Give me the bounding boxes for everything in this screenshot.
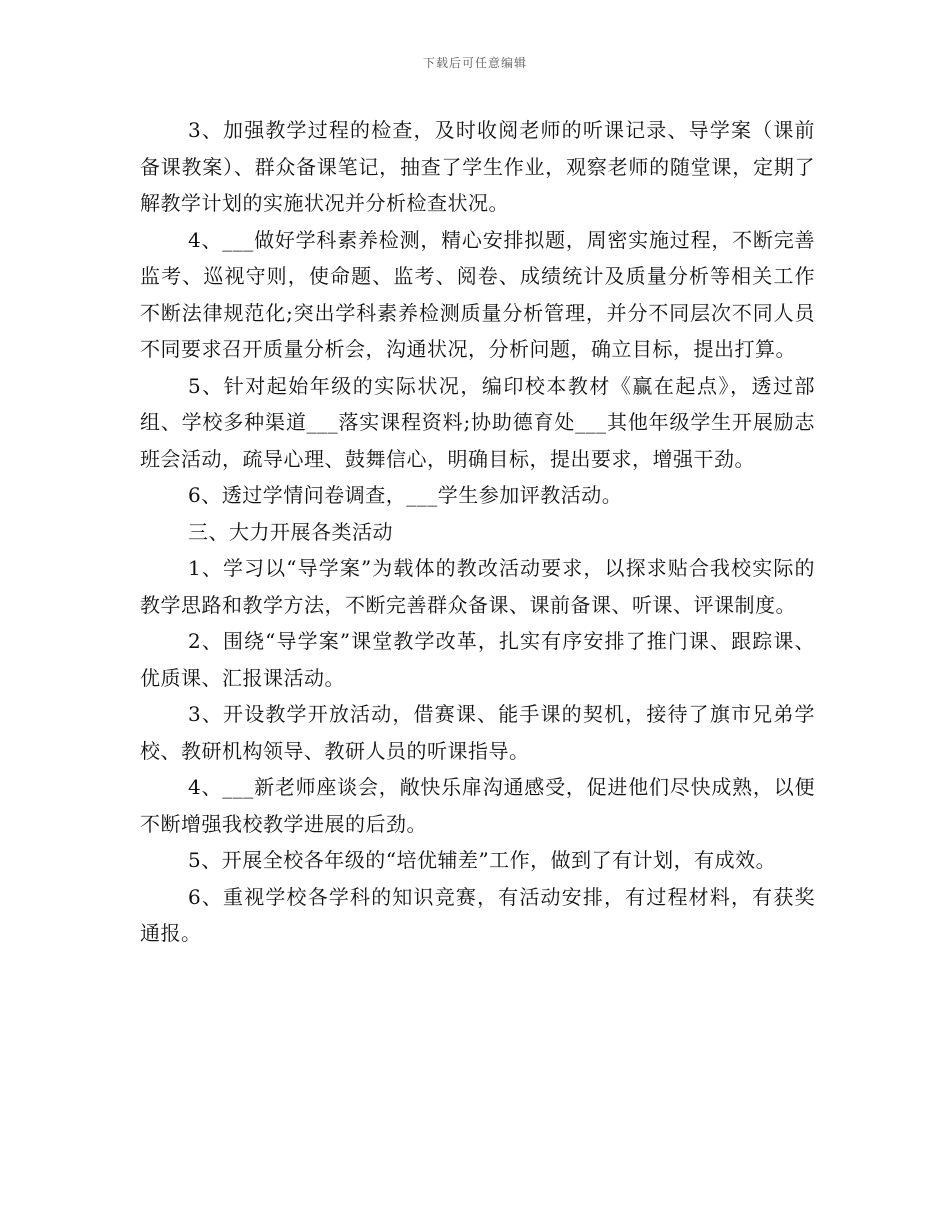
- paragraph-activity-6: 6、重视学校各学科的知识竞赛，有活动安排，有过程材料，有获奖通报。: [140, 884, 815, 945]
- paragraph-item-3: 3、加强教学过程的检查，及时收阅老师的听课记录、导学案（课前备课教案）、群众备课笔记，抽查了学生作业，观察老师的随堂课，定期了解教学计划的实施状况并分析检查状况。: [140, 118, 815, 215]
- paragraph-activity-4: 4、___新老师座谈会，敞快乐扉沟通感受，促进他们尽快成熟，以便不断增强我校教学进展的后劲。: [140, 775, 815, 836]
- document-body: [140, 112, 815, 952]
- section-heading: 三、大力开展各类活动: [188, 519, 393, 544]
- paragraph-activity-5: 5、开展全校各年级的“培优辅差”工作，做到了有计划，有成效。: [188, 848, 777, 872]
- paragraph-activity-1: 1、学习以“导学案”为载体的教改活动要求，以探求贴合我校实际的教学思路和教学方法，不断完善群众备课、课前备课、听课、评课制度。: [140, 556, 815, 617]
- paragraph-item-6: 6、透过学情问卷调查，___学生参加评教活动。: [188, 483, 623, 507]
- page-header-note: 下载后可任意编辑: [422, 56, 527, 70]
- paragraph-item-4: 4、___做好学科素养检测，精心安排拟题，周密实施过程，不断完善监考、巡视守则，使命题、监考、阅卷、成绩统计及质量分析等相关工作不断法律规范化;突出学科素养检测质量分析管理，并分不同层次不同人员不同要求召开质量分析会，沟通状况，分析问题，确立目标，提出打算。: [140, 227, 815, 361]
- paragraph-activity-2: 2、围绕“导学案”课堂教学改革，扎实有序安排了推门课、跟踪课、优质课、汇报课活动。: [140, 629, 815, 690]
- paragraph-activity-3: 3、开设教学开放活动，借赛课、能手课的契机，接待了旗市兄弟学校、教研机构领导、教研人员的听课指导。: [140, 702, 815, 763]
- paragraph-item-5: 5、针对起始年级的实际状况，编印校本教材《赢在起点》，透过部组、学校多种渠道___落实课程资料;协助德育处___其他年级学生开展励志班会活动，疏导心理、鼓舞信心，明确目标，提出要求，增强干劲。: [140, 373, 815, 471]
